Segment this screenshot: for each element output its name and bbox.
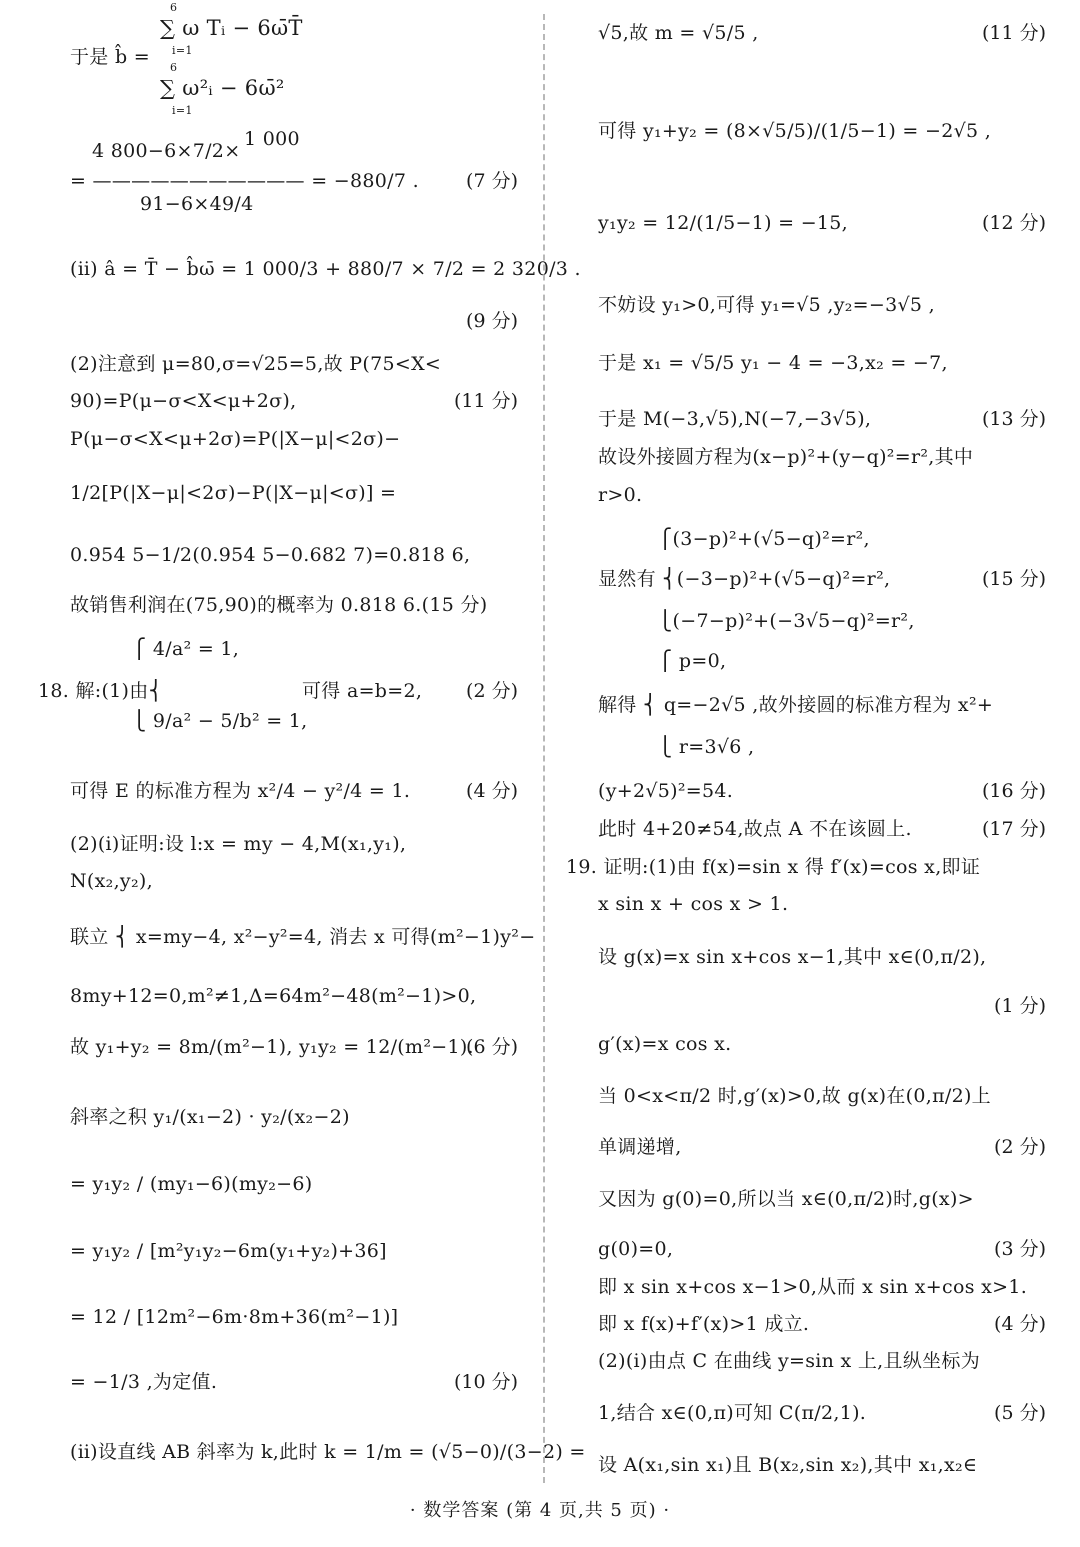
- right-line-5: 于是 M(−3,√5),N(−7,−3√5),: [598, 408, 872, 430]
- left-line-8: 4 800−6×7/2×: [92, 140, 241, 162]
- right-line-16: 19. 证明:(1)由 f(x)=sin x 得 f′(x)=cos x,即证: [566, 856, 981, 878]
- right-line-23: g(0)=0,: [598, 1238, 674, 1260]
- left-line-27: 故 y₁+y₂ = 8m/(m²−1), y₁y₂ = 12/(m²−1).: [70, 1036, 474, 1058]
- left-line-9: = ——————————— = −880/7 .: [70, 170, 419, 192]
- left-line-14: P(μ−σ<X<μ+2σ)=P(|X−μ|<2σ)−: [70, 428, 401, 450]
- right-line-9: 显然有 ⎨(−3−p)²+(√5−q)²=r²,: [598, 568, 891, 590]
- left-line-17: 故销售利润在(75,90)的概率为 0.818 6.(15 分): [70, 594, 488, 616]
- left-line-15: 1/2[P(|X−μ|<2σ)−P(|X−μ|<σ)] =: [70, 482, 397, 504]
- right-score-5: (17 分): [981, 818, 1046, 840]
- left-line-4: 6: [170, 61, 178, 74]
- right-score-1: (12 分): [981, 212, 1046, 234]
- right-line-15: 此时 4+20≠54,故点 A 不在该圆上.: [598, 818, 912, 840]
- left-line-11: (ⅱ) â = T̄ − b̂ω̄ = 1 000/3 + 880/7 × 7/2 = 2 320/3 .: [70, 258, 581, 280]
- left-line-19: 18. 解:(1)由⎨: [38, 680, 164, 702]
- left-line-20: 可得 a=b=2,: [302, 680, 423, 702]
- left-score-0: (7 分): [466, 170, 518, 192]
- right-line-11: ⎧ p=0,: [658, 650, 727, 672]
- right-line-18: 设 g(x)=x sin x+cos x−1,其中 x∈(0,π/2),: [598, 946, 987, 968]
- left-line-29: = y₁y₂ / (my₁−6)(my₂−6): [70, 1173, 313, 1195]
- left-line-0: 6: [170, 1, 178, 14]
- right-line-28: 设 A(x₁,sin x₁)且 B(x₂,sin x₂),其中 x₁,x₂∈: [598, 1454, 978, 1476]
- left-score-6: (10 分): [453, 1371, 518, 1393]
- right-line-24: 即 x sin x+cos x−1>0,从而 x sin x+cos x>1.: [598, 1276, 1028, 1298]
- right-line-17: x sin x + cos x > 1.: [598, 893, 789, 915]
- left-line-22: 可得 E 的标准方程为 x²/4 − y²/4 = 1.: [70, 780, 411, 802]
- left-line-21: ⎩ 9/a² − 5/b² = 1,: [132, 710, 308, 732]
- left-score-3: (2 分): [466, 680, 518, 702]
- right-score-4: (16 分): [981, 780, 1046, 802]
- right-line-10: ⎩(−7−p)²+(−3√5−q)²=r²,: [658, 610, 915, 632]
- right-line-13: ⎩ r=3√6 ,: [658, 736, 755, 758]
- page-footer: · 数学答案 (第 4 页,共 5 页) ·: [409, 1500, 671, 1521]
- left-line-12: (2)注意到 μ=80,σ=√25=5,故 P(75<X<: [70, 353, 442, 375]
- right-score-0: (11 分): [981, 22, 1046, 44]
- left-score-4: (4 分): [466, 780, 518, 802]
- left-line-23: (2)(ⅰ)证明:设 l:x = my − 4,M(x₁,y₁),: [70, 833, 407, 855]
- right-score-6: (1 分): [994, 995, 1046, 1017]
- left-line-6: i=1: [172, 104, 193, 117]
- right-line-0: √5,故 m = √5/5 ,: [598, 22, 759, 44]
- right-score-2: (13 分): [981, 408, 1046, 430]
- right-line-4: 于是 x₁ = √5/5 y₁ − 4 = −3,x₂ = −7,: [598, 352, 948, 374]
- right-line-7: r>0.: [598, 484, 643, 506]
- right-score-7: (2 分): [994, 1136, 1046, 1158]
- right-line-2: y₁y₂ = 12/(1/5−1) = −15,: [598, 212, 849, 234]
- right-line-22: 又因为 g(0)=0,所以当 x∈(0,π/2)时,g(x)>: [598, 1188, 974, 1210]
- right-score-8: (3 分): [994, 1238, 1046, 1260]
- left-line-32: = −1/3 ,为定值.: [70, 1371, 218, 1393]
- right-line-3: 不妨设 y₁>0,可得 y₁=√5 ,y₂=−3√5 ,: [598, 294, 935, 316]
- right-line-12: 解得 ⎨ q=−2√5 ,故外接圆的标准方程为 x²+: [598, 694, 994, 716]
- right-score-9: (4 分): [994, 1313, 1046, 1335]
- right-score-3: (15 分): [981, 568, 1046, 590]
- right-line-6: 故设外接圆方程为(x−p)²+(y−q)²=r²,其中: [598, 446, 974, 468]
- left-line-7: 1 000: [244, 128, 300, 150]
- left-line-24: N(x₂,y₂),: [70, 870, 153, 892]
- left-line-33: (ⅱ)设直线 AB 斜率为 k,此时 k = 1/m = (√5−0)/(3−2) =: [70, 1441, 586, 1463]
- left-line-16: 0.954 5−1/2(0.954 5−0.682 7)=0.818 6,: [70, 544, 471, 566]
- right-line-19: g′(x)=x cos x.: [598, 1033, 732, 1055]
- left-line-2: i=1: [172, 44, 193, 57]
- right-line-21: 单调递增,: [598, 1136, 682, 1158]
- left-line-25: 联立 ⎨ x=my−4, x²−y²=4, 消去 x 可得(m²−1)y²−: [70, 926, 536, 948]
- right-column: [548, 0, 1080, 1487]
- right-line-26: (2)(ⅰ)由点 C 在曲线 y=sin x 上,且纵坐标为: [598, 1350, 981, 1372]
- right-score-10: (5 分): [994, 1402, 1046, 1424]
- left-line-31: = 12 / [12m²−6m·8m+36(m²−1)]: [70, 1306, 399, 1328]
- left-line-1: ∑ ω Tᵢ − 6ω̄T̄: [160, 16, 303, 40]
- left-line-13: 90)=P(μ−σ<X<μ+2σ),: [70, 390, 297, 412]
- right-line-8: ⎧(3−p)²+(√5−q)²=r²,: [658, 528, 870, 550]
- left-line-10: 91−6×49/4: [140, 193, 254, 215]
- left-score-1: (9 分): [466, 310, 518, 332]
- left-score-2: (11 分): [453, 390, 518, 412]
- left-line-3: 于是 b̂ =: [70, 46, 150, 68]
- right-line-27: 1,结合 x∈(0,π)可知 C(π/2,1).: [598, 1402, 867, 1424]
- left-line-28: 斜率之积 y₁/(x₁−2) · y₂/(x₂−2): [70, 1106, 350, 1128]
- right-line-14: (y+2√5)²=54.: [598, 780, 734, 802]
- left-line-30: = y₁y₂ / [m²y₁y₂−6m(y₁+y₂)+36]: [70, 1240, 387, 1262]
- left-line-5: ∑ ω²ᵢ − 6ω̄²: [160, 76, 285, 100]
- left-line-26: 8my+12=0,m²≠1,Δ=64m²−48(m²−1)>0,: [70, 985, 477, 1007]
- left-score-5: (6 分): [466, 1036, 518, 1058]
- right-line-20: 当 0<x<π/2 时,g′(x)>0,故 g(x)在(0,π/2)上: [598, 1085, 991, 1107]
- right-line-25: 即 x f(x)+f′(x)>1 成立.: [598, 1313, 810, 1335]
- right-line-1: 可得 y₁+y₂ = (8×√5/5)/(1/5−1) = −2√5 ,: [598, 120, 992, 142]
- left-line-18: ⎧ 4/a² = 1,: [132, 638, 240, 660]
- column-divider: [543, 14, 545, 1483]
